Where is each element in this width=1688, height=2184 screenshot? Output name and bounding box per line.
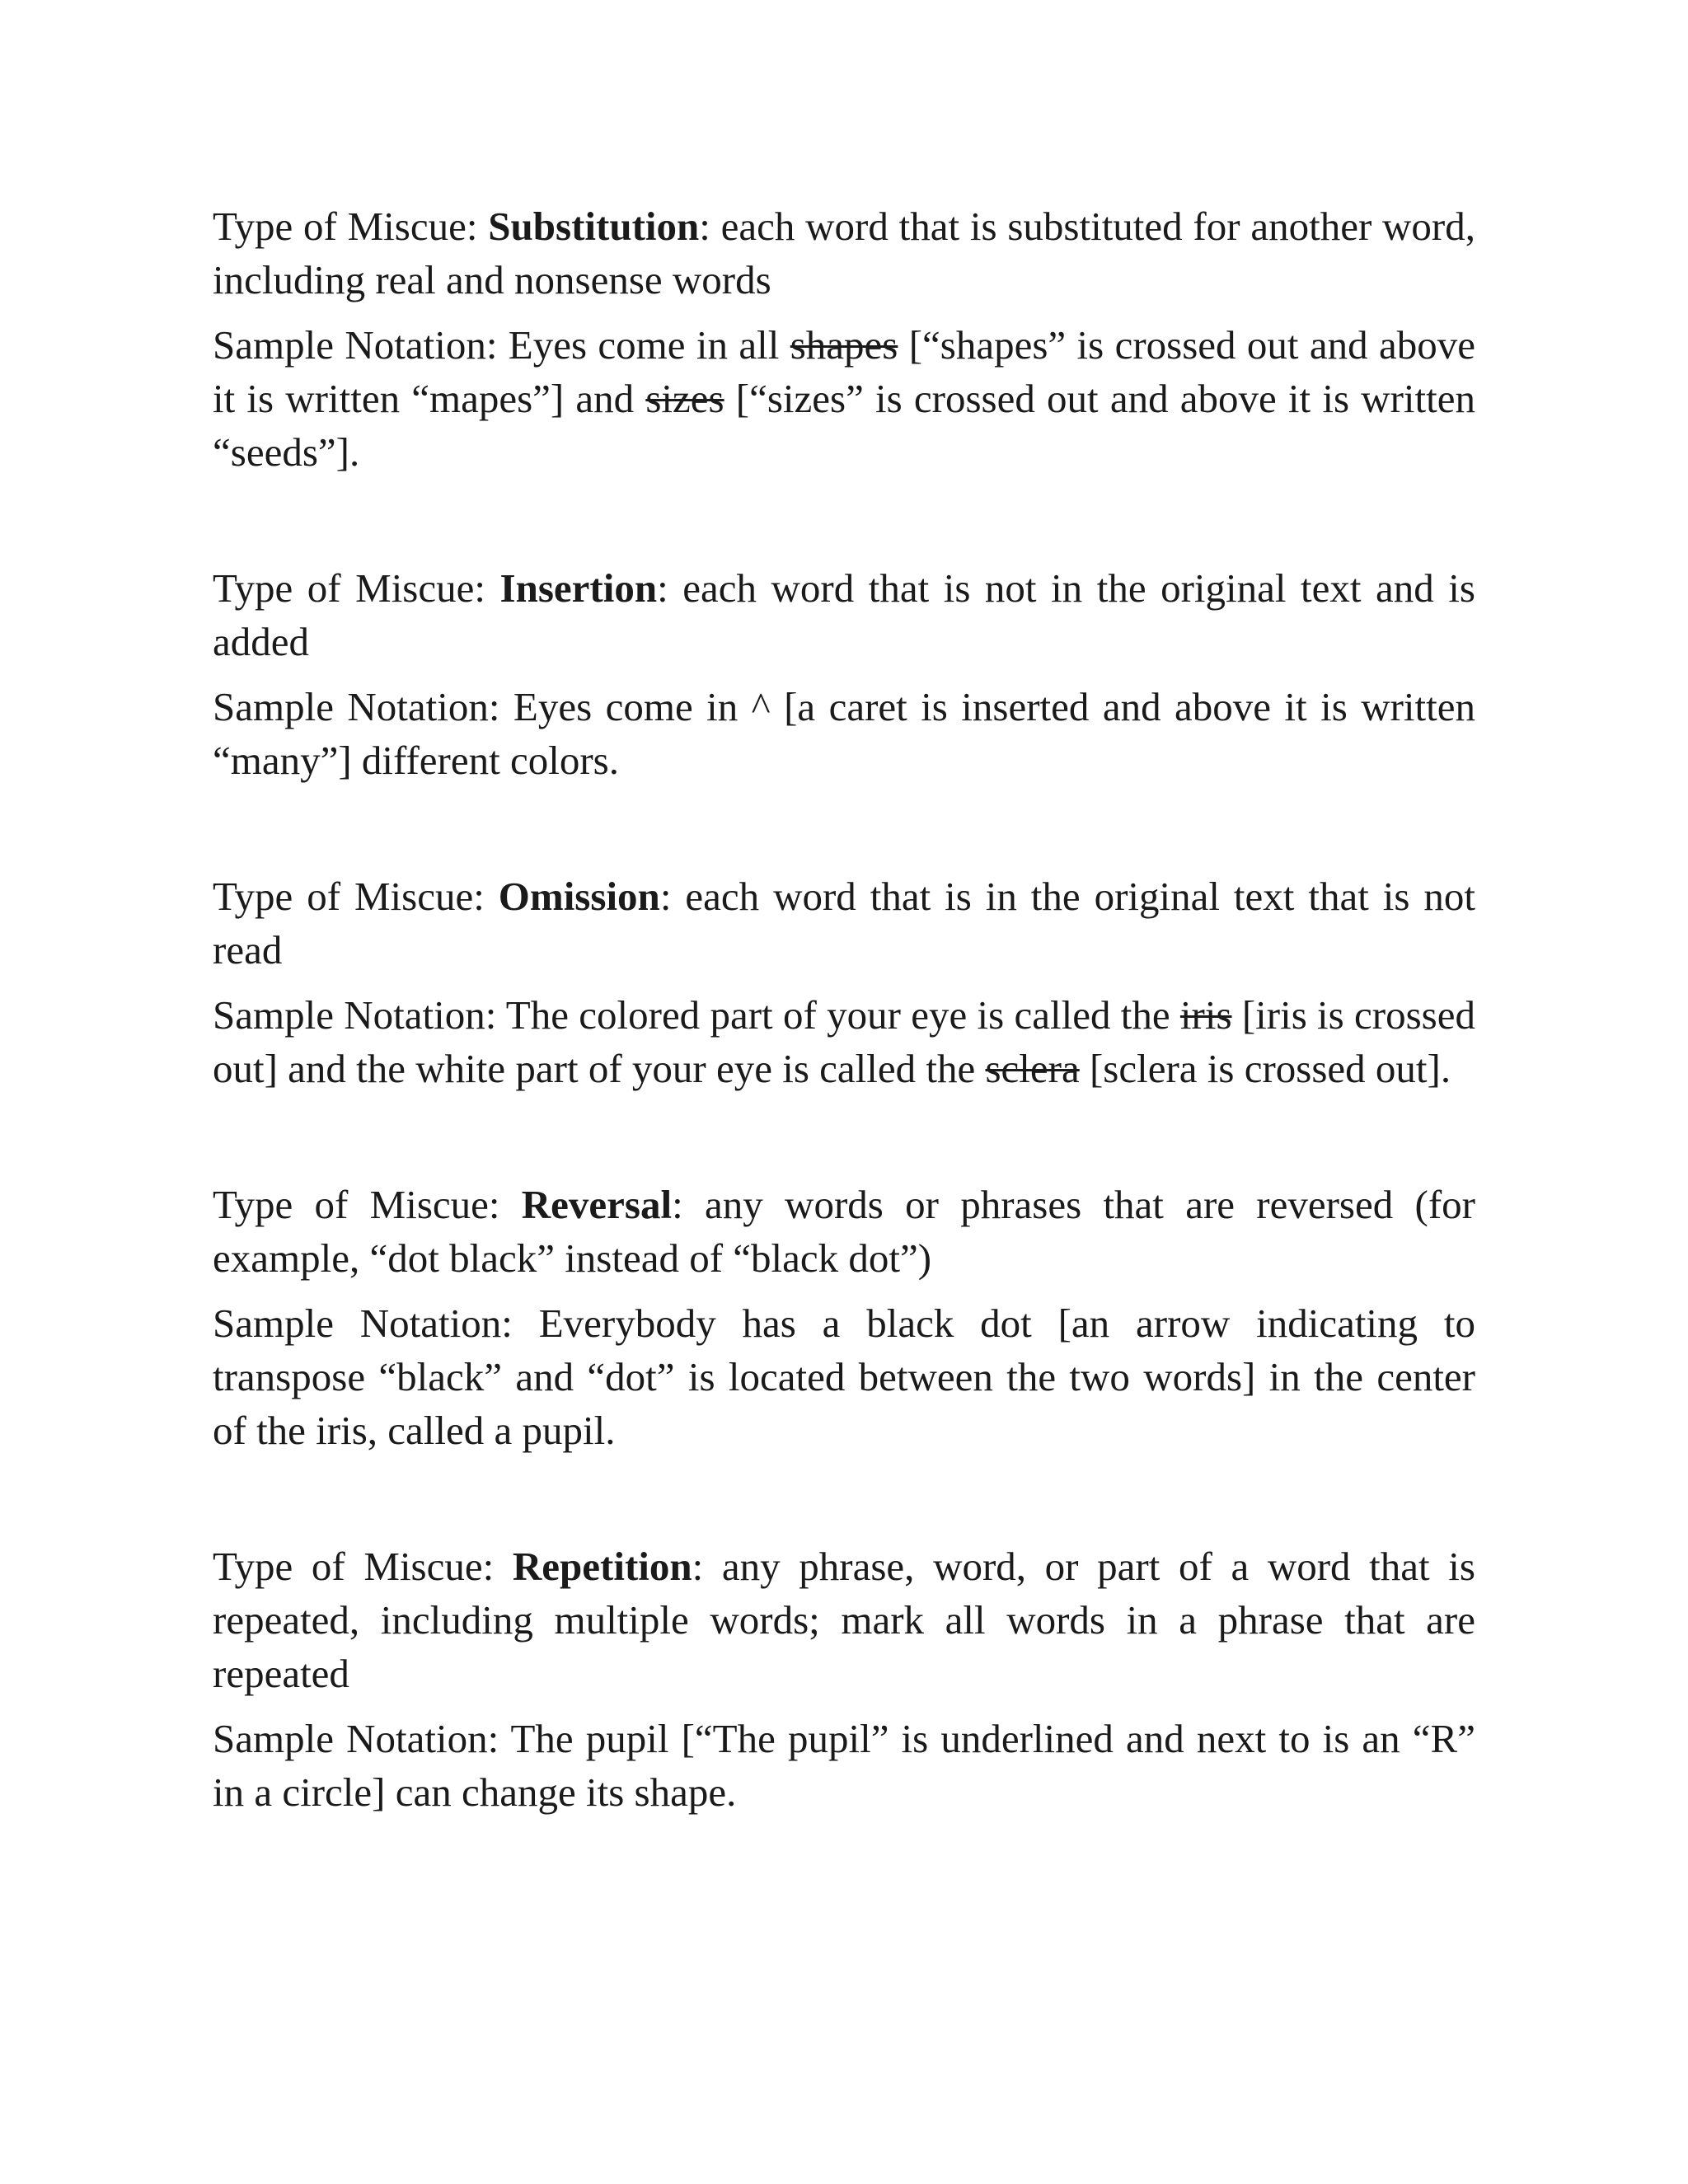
definition-text: : each word that is not in the original text and is added: [213, 565, 1475, 664]
type-label: Type of Miscue:: [213, 1182, 522, 1227]
sample-label: Sample Notation:: [213, 322, 509, 368]
definition-text: : each word that is substituted for another word, including real and nonsense words: [213, 204, 1475, 302]
document-page: [213, 199, 1475, 1901]
sample-label: Sample Notation:: [213, 1716, 511, 1761]
miscue-entry-repetition: [213, 1540, 1475, 1819]
sample-text: Everybody has a black dot [an arrow indicating to transpose “black” and “dot” is located between the two words] in the center of the iris, called a pupil.: [213, 1301, 1475, 1453]
miscue-entry-substitution: [213, 199, 1475, 479]
miscue-term: Omission: [498, 874, 660, 919]
sample-notation: [213, 1296, 1475, 1457]
definition-text: : each word that is in the original text that is not read: [213, 874, 1475, 972]
miscue-entry-omission: [213, 869, 1475, 1095]
sample-notation: [213, 680, 1475, 787]
miscue-definition: [213, 199, 1475, 307]
type-label: Type of Miscue:: [213, 204, 489, 249]
miscue-term: Substitution: [488, 204, 700, 249]
miscue-definition: [213, 1178, 1475, 1285]
sample-text: [“sizes” is crossed out and above it is written “seeds”].: [213, 376, 1475, 475]
sample-notation: [213, 988, 1475, 1095]
definition-text: : any words or phrases that are reversed (for example, “dot black” instead of “black dot”): [213, 1182, 1475, 1281]
miscue-definition: [213, 869, 1475, 977]
struck-word: sizes: [645, 376, 724, 421]
sample-notation: [213, 1712, 1475, 1819]
type-label: Type of Miscue:: [213, 1544, 513, 1589]
sample-text: Eyes come in ^ [a caret is inserted and above it is written “many”] different colors.: [213, 684, 1475, 783]
miscue-entry-reversal: [213, 1178, 1475, 1457]
sample-text: [sclera is crossed out].: [1079, 1046, 1451, 1091]
type-label: Type of Miscue:: [213, 565, 500, 611]
sample-notation: [213, 318, 1475, 479]
sample-text: [iris is crossed out] and the white part of your eye is called the: [213, 992, 1475, 1091]
sample-text: Eyes come in all: [508, 322, 790, 368]
sample-text: The pupil [“The pupil” is underlined and next to is an “R” in a circle] can change its shape.: [213, 1716, 1475, 1815]
miscue-definition: [213, 561, 1475, 668]
struck-word: shapes: [790, 322, 898, 368]
miscue-term: Repetition: [512, 1544, 692, 1589]
sample-label: Sample Notation:: [213, 992, 506, 1038]
type-label: Type of Miscue:: [213, 874, 499, 919]
definition-text: : any phrase, word, or part of a word that is repeated, including multiple words; mark all words in a phrase that are repeated: [213, 1544, 1475, 1696]
sample-label: Sample Notation:: [213, 684, 513, 729]
struck-word: sclera: [985, 1046, 1080, 1091]
sample-text: [“shapes” is crossed out and above it is written “mapes”] and: [213, 322, 1475, 421]
sample-text: The colored part of your eye is called the: [505, 992, 1180, 1038]
sample-label: Sample Notation:: [213, 1301, 539, 1346]
miscue-term: Insertion: [499, 565, 658, 611]
miscue-definition: [213, 1540, 1475, 1700]
miscue-entry-insertion: [213, 561, 1475, 787]
struck-word: iris: [1179, 992, 1232, 1038]
miscue-term: Reversal: [521, 1182, 673, 1227]
